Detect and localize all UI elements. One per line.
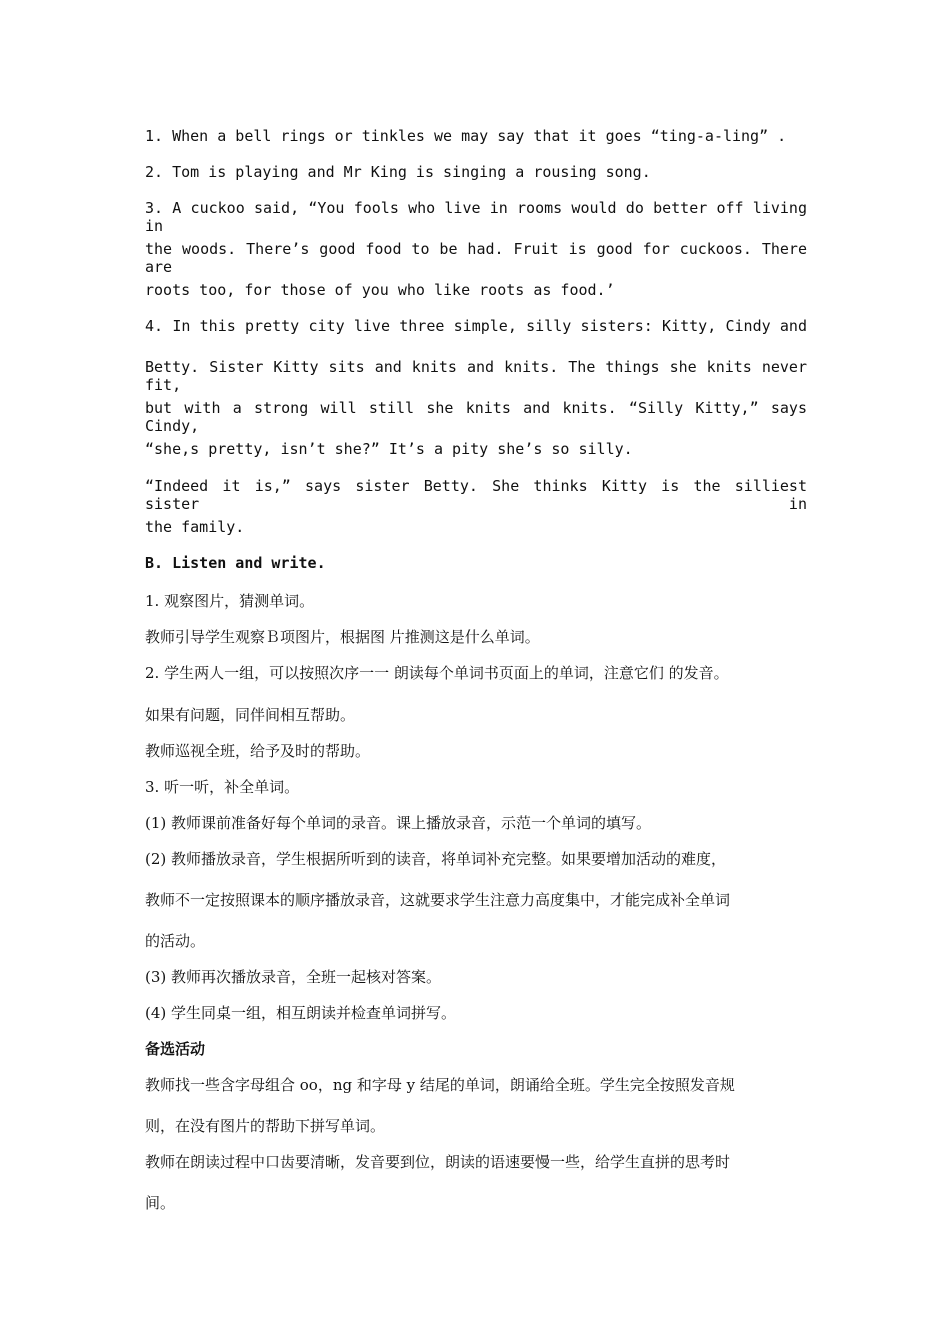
paragraph-1: 1. When a bell rings or tinkles we may say that it goes “ting-a-ling” . [145,127,787,145]
paragraph-5-line-1: “Indeed it is,” says sister Betty. She thinks Kitty is the silliest sister in [145,477,807,513]
paragraph-4-line-2: Betty. Sister Kitty sits and knits and knits. The things she knits never fit, [145,358,807,394]
paragraph-4-line-4: “she,s pretty, isn’t she?” It’s a pity she’s so silly. [145,440,633,458]
section-b-step-2-detail: 如果有问题，同伴间相互帮助。 [145,706,356,724]
section-b-step-3-4: (4) 学生同桌一组，相互朗读并检查单词拼写。 [145,1004,457,1022]
paragraph-4-line-3: but with a strong will still she knits and knits. “Silly Kitty,” says Cindy, [145,399,807,435]
optional-activity-line-3: 教师在朗读过程中口齿要清晰，发音要到位，朗读的语速要慢一些，给学生直拼的思考时 [145,1153,731,1171]
optional-activity-line-4: 间。 [145,1194,176,1212]
section-b-step-3: 3. 听一听，补全单词。 [145,778,300,796]
section-b-step-1: 1. 观察图片，猜测单词。 [145,592,315,610]
section-b-step-1-detail: 教师引导学生观察Ｂ项图片，根据图 片推测这是什么单词。 [145,628,540,646]
paragraph-5-line-2: the family. [145,518,245,536]
optional-activity-line-1: 教师找一些含字母组合 oo，ng 和字母 y 结尾的单词，朗诵给全班。学生完全按照发音规 [145,1076,735,1094]
section-b-step-2: 2. 学生两人一组，可以按照次序一一 朗读每个单词书页面上的单词，注意它们 的发音。 [145,664,729,682]
paragraph-3-line-1: 3. A cuckoo said, “You fools who live in rooms would do better off living in [145,199,807,235]
paragraph-2: 2. Tom is playing and Mr King is singing a rousing song. [145,163,651,181]
paragraph-3-line-2: the woods. There’s good food to be had. Fruit is good for cuckoos. There are [145,240,807,276]
optional-activity-line-2: 则，在没有图片的帮助下拼写单词。 [145,1117,386,1135]
paragraph-3-line-3: roots too, for those of you who like roots as food.’ [145,281,615,299]
section-b-step-2-teacher: 教师巡视全班，给予及时的帮助。 [145,742,371,760]
section-b-step-3-1: (1) 教师课前准备好每个单词的录音。课上播放录音，示范一个单词的填写。 [145,814,652,832]
section-b-step-3-2-line-1: (2) 教师播放录音，学生根据所听到的读音，将单词补充完整。如果要增加活动的难度， [145,850,727,868]
section-b-step-3-2-line-3: 的活动。 [145,932,206,950]
section-b-heading: B. Listen and write. [145,554,326,572]
paragraph-4-line-1: 4. In this pretty city live three simple, silly sisters: Kitty, Cindy and [145,317,807,335]
optional-activity-heading: 备选活动 [145,1040,206,1058]
section-b-step-3-3: (3) 教师再次播放录音，全班一起核对答案。 [145,968,442,986]
section-b-step-3-2-line-2: 教师不一定按照课本的顺序播放录音，这就要求学生注意力高度集中，才能完成补全单词 [145,891,731,909]
